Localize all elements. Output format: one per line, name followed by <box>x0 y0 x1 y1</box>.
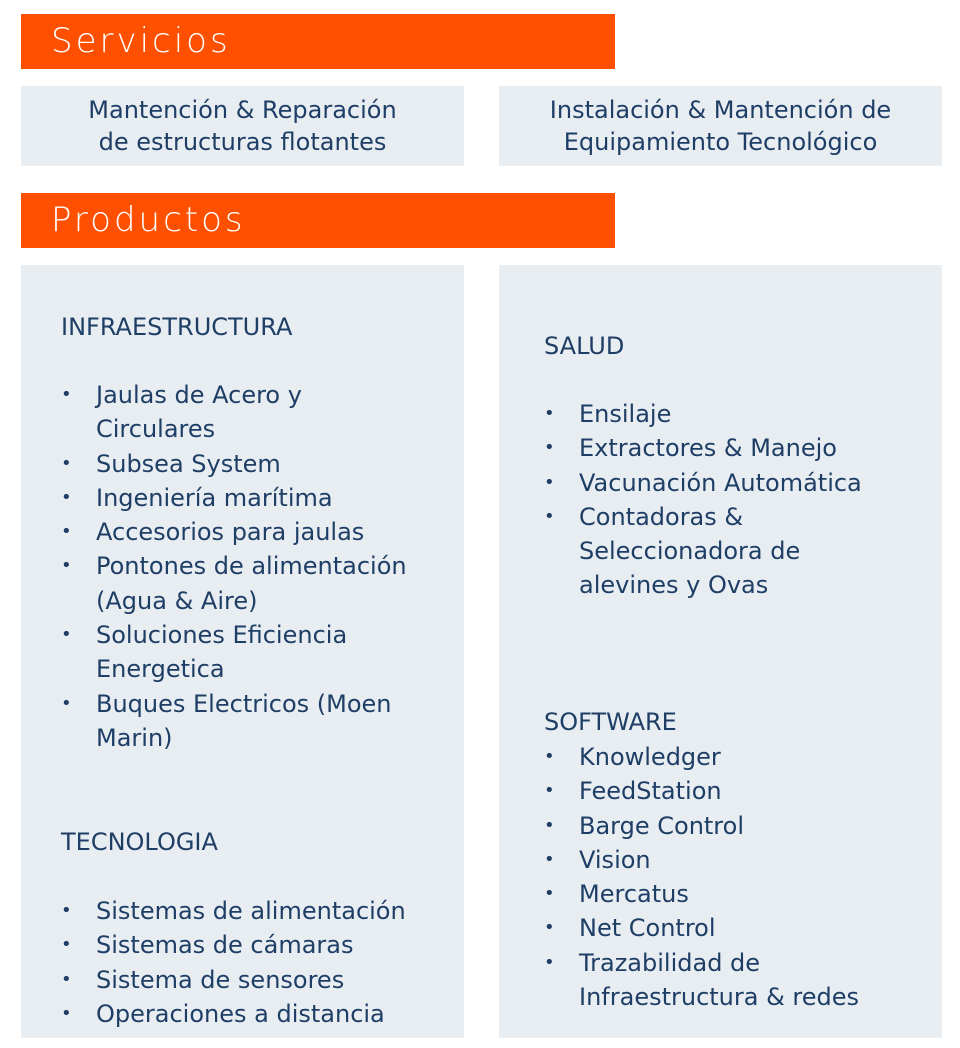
software-list <box>544 740 934 1014</box>
tecnologia-list <box>61 894 461 1031</box>
service-box-mantencion <box>21 86 464 166</box>
productos-banner: Productos <box>21 193 615 248</box>
list-item: • Knowledger <box>544 740 934 774</box>
service-box-instalacion <box>499 86 942 166</box>
list-item: • Extractores & Manejo <box>544 431 934 465</box>
list-item: • Sistemas de cámaras <box>61 928 461 962</box>
list-item: • Net Control <box>544 911 934 945</box>
list-item: • Accesorios para jaulas <box>61 515 461 549</box>
servicios-banner: Servicios <box>21 14 615 69</box>
list-item: • Vacunación Automática <box>544 466 934 500</box>
list-item: • Soluciones Eficiencia Energetica <box>61 618 396 687</box>
list-item: • Vision <box>544 843 934 877</box>
service-label: Mantención & Reparación de estructuras flotantes <box>88 96 397 156</box>
infraestructura-list <box>61 378 461 755</box>
list-item: • Ingeniería marítima <box>61 481 461 515</box>
list-item: • Jaulas de Acero y Circulares <box>61 378 326 447</box>
salud-list <box>544 397 934 603</box>
product-box-left <box>21 265 464 1038</box>
list-item: • Sistema de sensores <box>61 963 461 997</box>
section-heading-salud: SALUD <box>544 332 625 360</box>
section-heading-tecnologia: TECNOLOGIA <box>61 828 218 856</box>
list-item: • Mercatus <box>544 877 934 911</box>
list-item: • FeedStation <box>544 774 934 808</box>
section-heading-software: SOFTWARE <box>544 708 677 736</box>
list-item: • Contadoras & Seleccionadora de alevines y Ovas <box>544 500 829 603</box>
section-heading-infraestructura: INFRAESTRUCTURA <box>61 313 293 341</box>
list-item: • Barge Control <box>544 809 934 843</box>
list-item: • Operaciones a distancia <box>61 997 461 1031</box>
list-item: • Ensilaje <box>544 397 934 431</box>
list-item: • Subsea System <box>61 447 461 481</box>
list-item: • Sistemas de alimentación <box>61 894 461 928</box>
product-box-right <box>499 265 942 1038</box>
list-item: • Pontones de alimentación (Agua & Aire) <box>61 549 446 618</box>
list-item: • Buques Electricos (Moen Marin) <box>61 687 426 756</box>
service-label: Instalación & Mantención de Equipamiento Tecnológico <box>549 96 892 156</box>
list-item: • Trazabilidad de Infraestructura & redes <box>544 946 899 1015</box>
